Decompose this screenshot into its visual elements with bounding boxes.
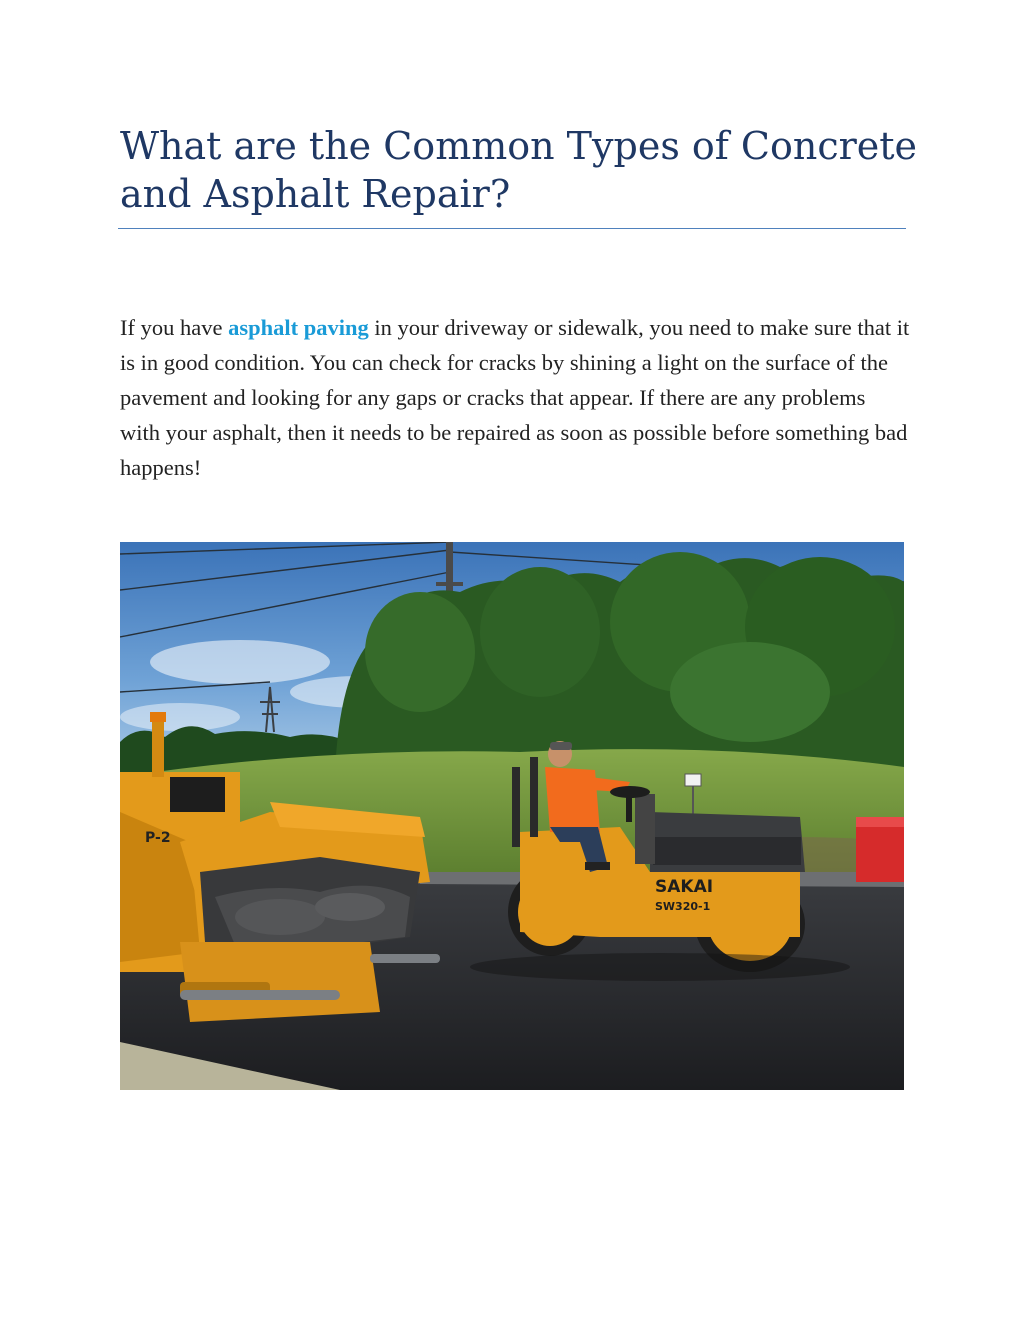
title-line-1: What are the Common Types of Concrete (120, 124, 918, 168)
roller-shadow (470, 953, 850, 981)
asphalt-paving-photo (120, 542, 904, 1090)
red-barrier (856, 817, 904, 882)
title-divider (118, 228, 906, 229)
asphalt-paving-link[interactable]: asphalt paving (228, 315, 369, 340)
intro-text-start: If you have (120, 315, 229, 340)
intro-text-end: in your driveway or sidewalk, you need to make sure that it is in good condition. You can check for cracks by shining a light on the surface of the pavement and looking for any gaps or cracks that appear. If there are any problems with your asphalt, then it needs to be repaired as soon as possible before something bad happens! (120, 315, 910, 480)
title-line-2: and Asphalt Repair? (120, 172, 511, 216)
paver-mark-label: P-2 (145, 830, 171, 846)
roller-brand-label: SAKAI (655, 877, 714, 897)
cloud (150, 640, 330, 684)
intro-paragraph (120, 310, 910, 485)
page-title (120, 122, 920, 218)
cloud (120, 703, 240, 731)
roller-model-label: SW320-1 (655, 900, 711, 913)
